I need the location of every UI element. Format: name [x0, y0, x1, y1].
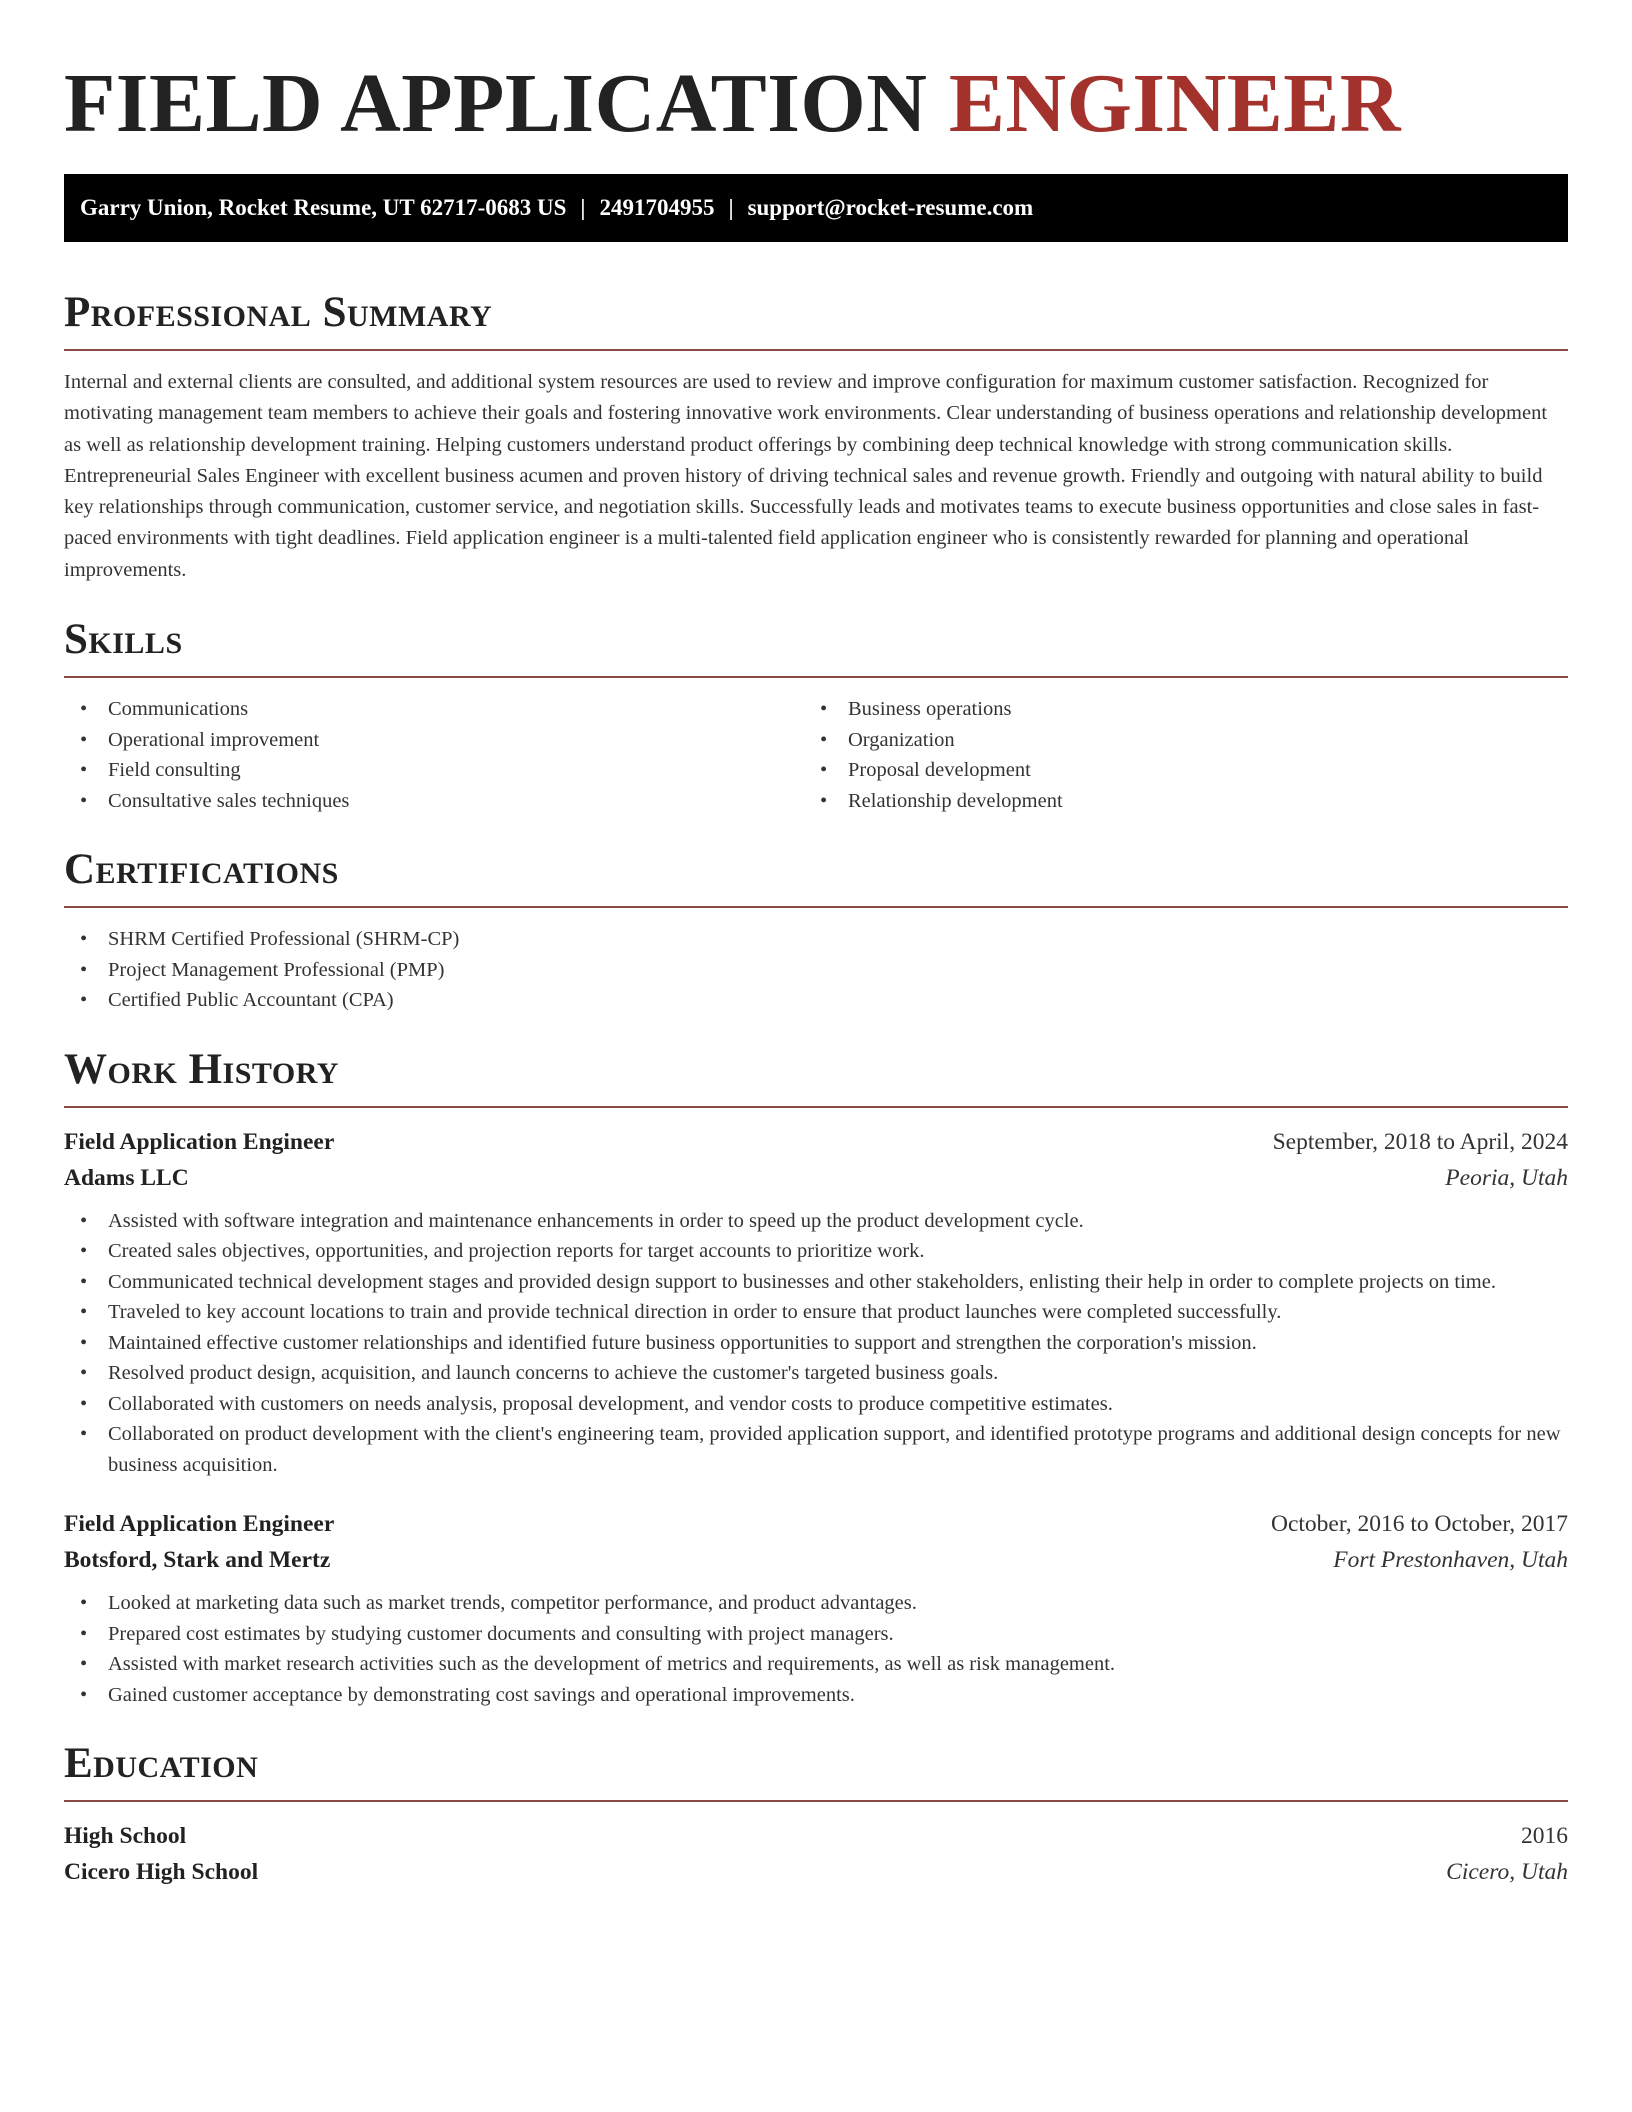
skills-list-right	[804, 694, 1544, 816]
certification-item: • SHRM Certified Professional (SHRM-CP)	[64, 924, 1568, 955]
skill-item: • Consultative sales techniques	[64, 786, 804, 817]
summary-text: Internal and external clients are consulted, and additional system resources are used to review and improve configuration for maximum customer satisfaction. Recognized for motivating management team members to achieve their goals and fostering innovative work environments. Clear understanding of business operations and relationship development as well as relationship development training. Helping customers understand product offerings by combining deep technical knowledge with strong communication skills. Entrepreneurial Sales Engineer with excellent business acumen and proven history of driving technical sales and revenue growth. Friendly and outgoing with natural ability to build key relationships through communication, customer service, and negotiation skills. Successfully leads and motivates teams to execute business opportunities and close sales in fast-paced environments with tight deadlines. Field application engineer is a multi-talented field application engineer who is consistently rewarded for planning and operational improvements.	[64, 371, 1548, 581]
section-divider	[64, 1106, 1568, 1108]
education-school-row	[64, 1854, 1568, 1890]
job-duty: • Prepared cost estimates by studying customer documents and consulting with project managers.	[64, 1619, 1568, 1650]
education-school: Cicero High School	[64, 1859, 259, 1886]
job-duty: • Resolved product design, acquisition, and launch concerns to achieve the customer's targeted business goals.	[64, 1358, 1568, 1389]
contact-address: Garry Union, Rocket Resume, UT 62717-0683 US	[80, 195, 567, 220]
skill-item: • Business operations	[804, 694, 1544, 725]
certifications-heading: Certifications	[64, 846, 339, 894]
job-header-row	[64, 1124, 1568, 1160]
skills-list-left	[64, 694, 804, 816]
skill-item: • Communications	[64, 694, 804, 725]
job-header-row	[64, 1506, 1568, 1542]
resume-title	[64, 0, 1568, 150]
job-entry	[64, 1506, 1568, 1710]
job-duties-list	[64, 1206, 1568, 1481]
summary-heading: Professional Summary	[64, 289, 493, 336]
education-degree-row	[64, 1818, 1568, 1854]
job-duty: • Collaborated with customers on needs analysis, proposal development, and vendor costs to produce competitive estimates.	[64, 1389, 1568, 1420]
title-accent: ENGINEER	[948, 57, 1401, 150]
job-duties-list	[64, 1588, 1568, 1710]
skills-section	[64, 612, 1568, 816]
summary-section	[64, 285, 1568, 586]
job-duty: • Created sales objectives, opportunities, and projection reports for target accounts to prioritize work.	[64, 1236, 1568, 1267]
job-company: Adams LLC	[64, 1164, 189, 1191]
contact-bar	[64, 174, 1568, 242]
job-duty: • Assisted with software integration and maintenance enhancements in order to speed up the product development cycle.	[64, 1206, 1568, 1237]
section-divider	[64, 1800, 1568, 1802]
job-dates: September, 2018 to April, 2024	[1272, 1128, 1568, 1155]
skills-grid	[64, 694, 1568, 816]
resume-page	[64, 0, 1568, 1890]
education-section	[64, 1736, 1568, 1890]
job-title: Field Application Engineer	[64, 1128, 335, 1155]
job-company: Botsford, Stark and Mertz	[64, 1547, 331, 1574]
skill-item: • Relationship development	[804, 786, 1544, 817]
certifications-section	[64, 842, 1568, 1016]
skills-heading: Skills	[64, 616, 183, 664]
contact-separator: |	[580, 195, 586, 220]
education-heading: Education	[64, 1740, 259, 1788]
certification-item: • Certified Public Accountant (CPA)	[64, 985, 1568, 1016]
job-dates: October, 2016 to October, 2017	[1270, 1511, 1568, 1538]
title-main: FIELD APPLICATION	[64, 57, 928, 150]
job-location: Fort Prestonhaven, Utah	[1333, 1547, 1568, 1574]
skill-item: • Organization	[804, 725, 1544, 756]
job-duty: • Collaborated on product development with the client's engineering team, provided application support, and identified prototype programs and additional design concepts for new business acquisition.	[64, 1419, 1568, 1480]
contact-phone: 2491704955	[599, 195, 715, 220]
certification-item: • Project Management Professional (PMP)	[64, 955, 1568, 986]
skill-item: • Operational improvement	[64, 725, 804, 756]
job-duty: • Traveled to key account locations to train and provide technical direction in order to ensure that product launches were completed successfully.	[64, 1297, 1568, 1328]
job-duty: • Assisted with market research activities such as the development of metrics and requirements, as well as risk management.	[64, 1649, 1568, 1680]
job-duty: • Maintained effective customer relationships and identified future business opportunities to support and strengthen the corporation's mission.	[64, 1328, 1568, 1359]
job-company-row	[64, 1542, 1568, 1578]
education-year: 2016	[1521, 1823, 1568, 1850]
education-location: Cicero, Utah	[1446, 1859, 1568, 1886]
work-history-section	[64, 1042, 1568, 1711]
certifications-list	[64, 924, 1568, 1016]
job-location: Peoria, Utah	[1445, 1164, 1568, 1191]
education-entry	[64, 1818, 1568, 1890]
education-degree: High School	[64, 1823, 187, 1850]
work-history-heading: Work History	[64, 1045, 339, 1093]
section-divider	[64, 906, 1568, 908]
job-duty: • Looked at marketing data such as market trends, competitor performance, and product advantages.	[64, 1588, 1568, 1619]
contact-email: support@rocket-resume.com	[747, 195, 1034, 220]
skill-item: • Field consulting	[64, 755, 804, 786]
skill-item: • Proposal development	[804, 755, 1544, 786]
job-entry	[64, 1124, 1568, 1481]
job-title: Field Application Engineer	[64, 1511, 335, 1538]
contact-separator: |	[728, 195, 734, 220]
job-company-row	[64, 1160, 1568, 1196]
section-divider	[64, 349, 1568, 351]
job-duty: • Gained customer acceptance by demonstrating cost savings and operational improvements.	[64, 1680, 1568, 1711]
job-duty: • Communicated technical development stages and provided design support to businesses and other stakeholders, enlisting their help in order to complete projects on time.	[64, 1267, 1568, 1298]
section-divider	[64, 676, 1568, 678]
